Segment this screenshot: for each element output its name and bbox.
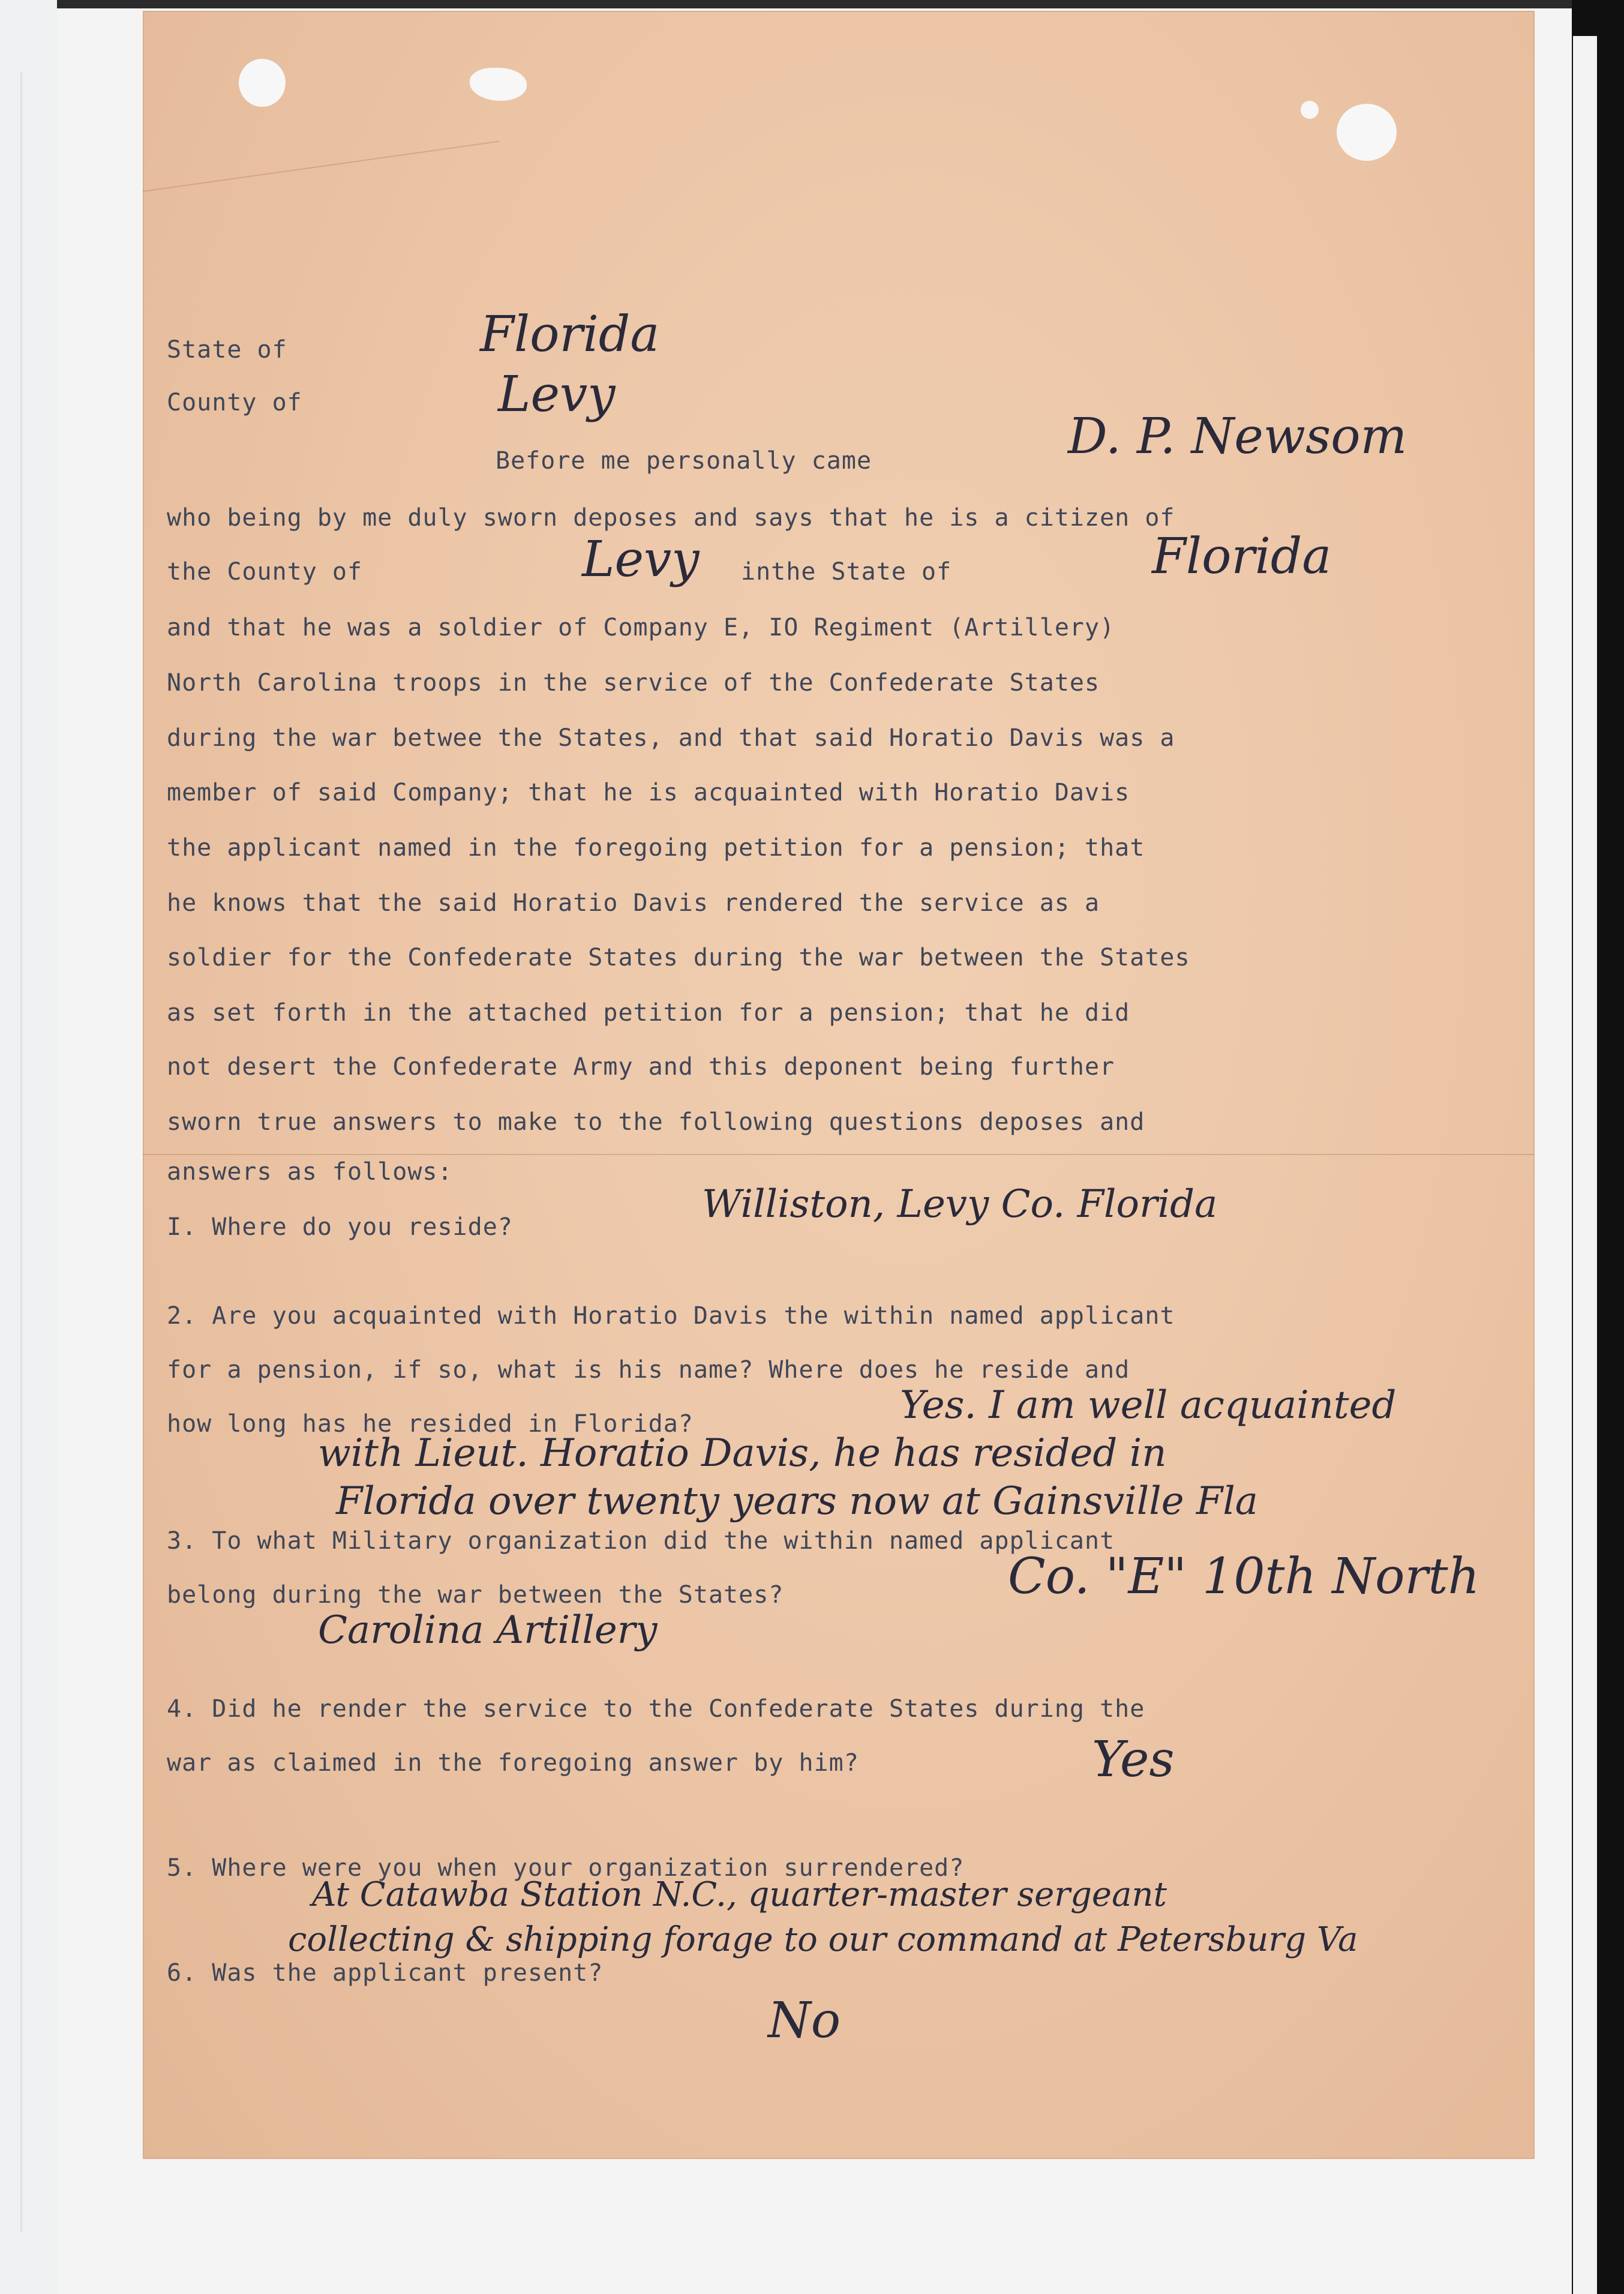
typed-line: and that he was a soldier of Company E, IO Regiment (Artillery) [167, 614, 1115, 641]
handwritten-entry: Levy [498, 366, 616, 423]
typed-line: during the war betwee the States, and that said Horatio Davis was a [167, 724, 1175, 752]
document-page [143, 11, 1535, 2159]
typed-line: 5. Where were you when your organization surrendered? [167, 1854, 965, 1882]
handwritten-entry: Yes. I am well acquainted [900, 1383, 1397, 1428]
handwritten-entry: Williston, Levy Co. Florida [702, 1182, 1218, 1227]
typed-line: the County of [167, 558, 363, 586]
handwritten-entry: Florida [1152, 528, 1332, 585]
typed-line: war as claimed in the foregoing answer by him? [167, 1749, 859, 1777]
typed-line: who being by me duly sworn deposes and says that he is a citizen of [167, 504, 1175, 532]
paper-crease [143, 140, 499, 191]
typed-line: as set forth in the attached petition for a pension; that he did [167, 999, 1130, 1027]
handwritten-entry: No [768, 1992, 841, 2049]
margin-line [20, 72, 22, 2232]
typed-line: 4. Did he render the service to the Confederate States during the [167, 1695, 1145, 1723]
typed-line: inthe State of [741, 558, 952, 586]
punch-hole [239, 59, 286, 107]
handwritten-entry: with Lieut. Horatio Davis, he has resided in [318, 1431, 1167, 1476]
punch-hole [1301, 101, 1319, 119]
handwritten-entry: At Catawba Station N.C., quarter-master sergeant [312, 1875, 1167, 1914]
typed-line: I. Where do you reside? [167, 1213, 513, 1241]
punch-hole [470, 68, 527, 101]
right-pale-strip [1573, 36, 1597, 2294]
handwritten-entry: Co. "E" 10th North [1008, 1548, 1480, 1605]
typed-line: State of [167, 336, 287, 364]
typed-line: for a pension, if so, what is his name? Where does he reside and [167, 1356, 1130, 1384]
handwritten-entry: Yes [1092, 1731, 1175, 1788]
typed-line: not desert the Confederate Army and this deponent being further [167, 1053, 1115, 1081]
typed-line: sworn true answers to make to the following questions deposes and [167, 1108, 1145, 1136]
typed-line: County of [167, 389, 302, 416]
punch-hole [1337, 104, 1397, 161]
handwritten-entry: D. P. Newsom [1068, 408, 1407, 465]
typed-line: 2. Are you acquainted with Horatio Davis the within named applicant [167, 1302, 1175, 1330]
left-margin-strip [0, 0, 57, 2294]
typed-line: answers as follows: [167, 1158, 453, 1186]
right-edge-bar [1572, 0, 1624, 2294]
handwritten-entry: Florida [480, 306, 660, 363]
handwritten-entry: collecting & shipping forage to our command at Petersburg Va [288, 1920, 1358, 1959]
typed-line: 6. Was the applicant present? [167, 1959, 604, 1987]
typed-line: member of said Company; that he is acquainted with Horatio Davis [167, 779, 1130, 806]
typed-line: he knows that the said Horatio Davis rendered the service as a [167, 889, 1100, 917]
handwritten-entry: Florida over twenty years now at Gainsville Fla [336, 1479, 1258, 1524]
typed-line: 3. To what Military organization did the within named applicant [167, 1527, 1115, 1555]
typed-line: North Carolina troops in the service of the Confederate States [167, 669, 1100, 697]
top-edge-bar [0, 0, 1624, 8]
typed-line: how long has he resided in Florida? [167, 1410, 694, 1438]
paper-crease [143, 1154, 1535, 1155]
typed-line: soldier for the Confederate States during the war between the States [167, 944, 1190, 971]
handwritten-entry: Levy [582, 531, 700, 588]
typed-line: the applicant named in the foregoing petition for a pension; that [167, 834, 1145, 862]
handwritten-entry: Carolina Artillery [318, 1608, 658, 1653]
typed-line: belong during the war between the States? [167, 1581, 784, 1609]
typed-line: Before me personally came [496, 447, 872, 475]
